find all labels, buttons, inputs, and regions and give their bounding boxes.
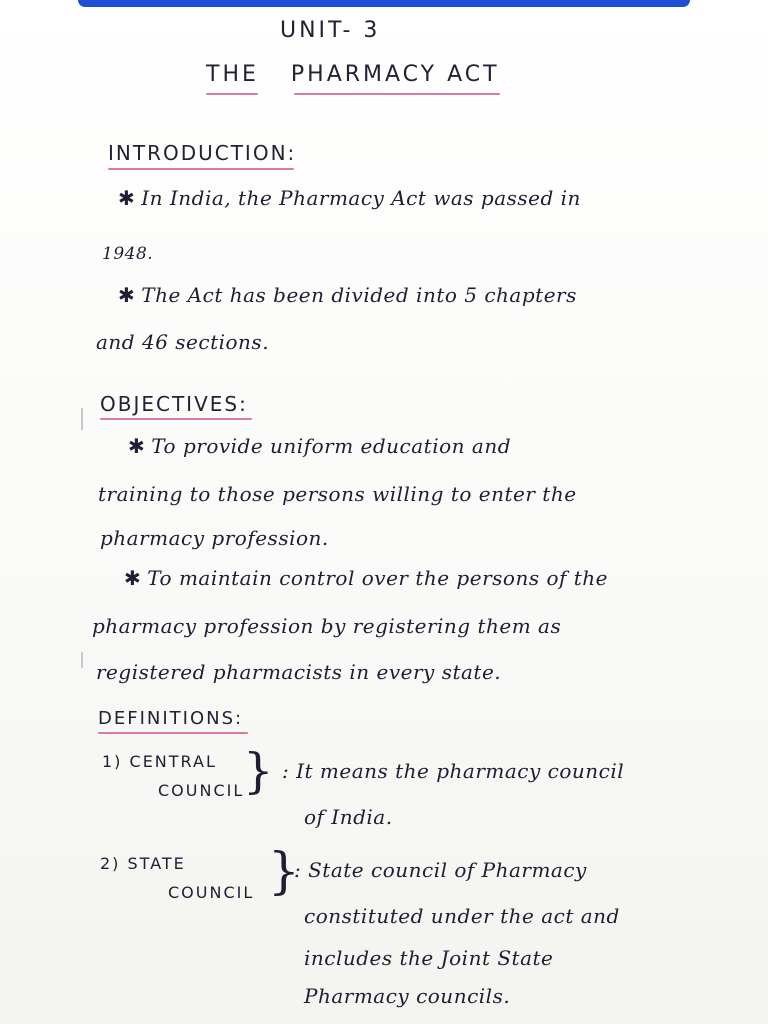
objectives-heading: OBJECTIVES: — [100, 392, 248, 416]
introduction-point-1 — [118, 186, 581, 210]
top-blue-band — [78, 0, 690, 7]
bullet-star-icon: ✱ — [128, 434, 146, 458]
objectives-point-2-line-3: registered pharmacists in every state. — [96, 660, 502, 684]
definitions-heading: DEFINITIONS: — [98, 708, 244, 729]
objectives-point-2-line-1: To maintain control over the persons of the — [147, 566, 608, 590]
bullet-star-icon: ✱ — [124, 566, 142, 590]
definition-2-meaning-line-1: : State council of Pharmacy — [294, 858, 587, 882]
act-title-part1: THE — [206, 62, 259, 87]
introduction-underline — [108, 168, 294, 170]
definition-2-term-line-1 — [100, 854, 186, 873]
introduction-point-2-line-1: The Act has been divided into 5 chapters — [141, 283, 577, 307]
definition-1-brace: } — [243, 743, 274, 799]
definition-1-meaning-line-2: of India. — [304, 805, 393, 829]
objectives-underline — [100, 418, 252, 420]
act-title-part2: PHARMACY ACT — [290, 62, 500, 87]
title-underline-the — [206, 93, 258, 95]
objectives-point-2-line-2: pharmacy profession by registering them as — [92, 614, 562, 638]
introduction-point-1-line-2: 1948. — [102, 244, 154, 264]
unit-title: UNIT- 3 — [280, 18, 381, 43]
introduction-point-1-line-1: In India, the Pharmacy Act was passed in — [141, 186, 581, 210]
definition-2-meaning-line-3: includes the Joint State — [304, 946, 554, 970]
definition-2-meaning-line-2: constituted under the act and — [304, 904, 620, 928]
title-underline-act — [294, 93, 500, 95]
definition-2-number: 2) — [100, 854, 121, 873]
definition-2-meaning-line-4: Pharmacy councils. — [304, 984, 511, 1008]
objectives-point-2 — [124, 566, 608, 590]
definitions-underline — [98, 732, 248, 734]
margin-mark — [81, 408, 83, 430]
bullet-star-icon: ✱ — [118, 186, 136, 210]
objectives-point-1-line-2: training to those persons willing to enter the — [98, 482, 577, 506]
definition-1-term-line-2: COUNCIL — [158, 781, 245, 800]
margin-mark — [81, 652, 83, 668]
introduction-point-2-line-2: and 46 sections. — [96, 330, 270, 354]
bullet-star-icon: ✱ — [118, 283, 136, 307]
introduction-heading: INTRODUCTION: — [108, 141, 297, 165]
definition-1-term-line-1 — [102, 752, 217, 771]
objectives-point-1-line-1: To provide uniform education and — [151, 434, 511, 458]
definition-2-term: STATE — [127, 854, 186, 873]
definition-1-number: 1) — [102, 752, 123, 771]
introduction-point-2 — [118, 283, 577, 307]
objectives-point-1 — [128, 434, 511, 458]
definition-2-brace: } — [268, 842, 300, 900]
act-title — [206, 62, 500, 87]
definition-1-term: CENTRAL — [129, 752, 217, 771]
definition-2-term-line-2: COUNCIL — [168, 883, 255, 902]
definition-1-meaning-line-1: : It means the pharmacy council — [282, 759, 625, 783]
objectives-point-1-line-3: pharmacy profession. — [100, 526, 329, 550]
